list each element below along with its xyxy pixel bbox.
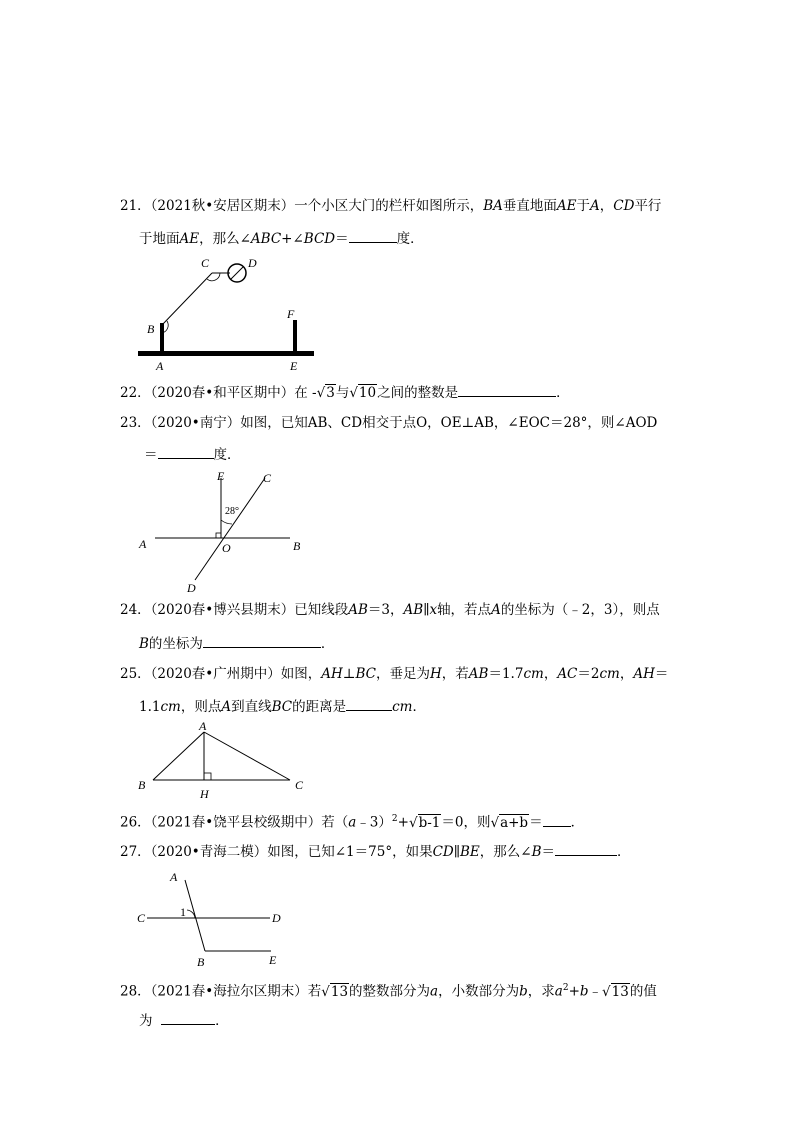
label-O: O (222, 541, 231, 555)
label-D: D (187, 581, 196, 595)
post-FE (293, 320, 297, 352)
q23-line2: ＝ 度． (144, 447, 241, 463)
q21-figure (130, 255, 330, 375)
segment-AB (153, 732, 204, 780)
label-A: A (199, 719, 207, 733)
q27-answer-blank[interactable] (555, 842, 617, 856)
label-A: A (170, 870, 178, 884)
label-E: E (217, 469, 225, 483)
q22-line: 22．（2020春•和平区期中）在 -√3与√10之间的整数是 ． (120, 385, 570, 401)
q22-answer-blank[interactable] (458, 383, 556, 397)
segment-AC (204, 732, 290, 780)
line-AB (185, 880, 205, 951)
label-C: C (295, 778, 304, 792)
label-C: C (137, 911, 146, 925)
label-B: B (138, 778, 146, 792)
bar-BC (162, 273, 212, 325)
label-B: B (147, 322, 155, 336)
q21-line2: 于地面AE，那么∠ABC+∠BCD＝ 度． (139, 231, 424, 247)
q27-figure (135, 866, 295, 971)
label-C: C (263, 471, 272, 485)
label-D: D (272, 911, 281, 925)
label-E: E (290, 359, 298, 373)
label-E: E (269, 953, 277, 967)
q25-line2: 1.1cm，则点A到直线BC的距离是 cm． (139, 699, 426, 715)
q25-line1: 25．（2020春•广州期中）如图，AH⊥BC，垂足为H，若AB＝1.7cm，AC＝2cm，AH＝ (120, 666, 669, 682)
q23-figure (135, 468, 315, 598)
q26-line: 26．（2021春•饶平县校级期中）若（a﹣3）$^2$+√b-1＝0，则√a+b＝ ． (120, 814, 585, 831)
angle-1-label: 1 (180, 905, 186, 919)
q21-answer-blank[interactable] (349, 229, 397, 243)
q25-answer-blank[interactable] (346, 697, 392, 711)
label-B: B (197, 955, 205, 969)
angle-label: 28° (225, 506, 239, 517)
label-B: B (293, 539, 301, 553)
post-BA (160, 323, 164, 353)
q28-answer-blank[interactable] (161, 1011, 215, 1025)
label-F: F (287, 307, 295, 321)
q24-line1: 24．（2020春•博兴县期末）已知线段AB＝3，AB∥x轴，若点A的坐标为（﹣2，3），则点 (120, 602, 660, 618)
q28-line2: 为 ． (139, 1013, 229, 1029)
label-C: C (201, 256, 210, 270)
label-A: A (156, 359, 164, 373)
q24-line2: B的坐标为 ． (139, 636, 335, 652)
ground-line (138, 351, 314, 356)
label-A: A (139, 537, 147, 551)
q25-figure (135, 718, 315, 803)
q23-line1: 23．（2020•南宁）如图，已知AB、CD相交于点O，OE⊥AB，∠EOC＝28°，则∠AOD (120, 415, 658, 431)
label-D: D (248, 256, 257, 270)
q27-line: 27．（2020•青海二模）如图，已知∠1＝75°，如果CD∥BE，那么∠B＝ ． (120, 844, 631, 860)
q23-answer-blank[interactable] (158, 445, 214, 459)
label-H: H (200, 787, 209, 801)
q24-answer-blank[interactable] (203, 634, 321, 648)
q21-line1: 21．（2021秋•安居区期末）一个小区大门的栏杆如图所示，BA垂直地面AE于A，CD平行 (120, 198, 662, 214)
q26-answer-blank[interactable] (543, 813, 571, 827)
line-CD (195, 478, 265, 580)
q28-line1: 28．（2021春•海拉尔区期末）若√13的整数部分为a，小数部分为b，求$a^2+b﹣√13$的值 (120, 983, 657, 1000)
